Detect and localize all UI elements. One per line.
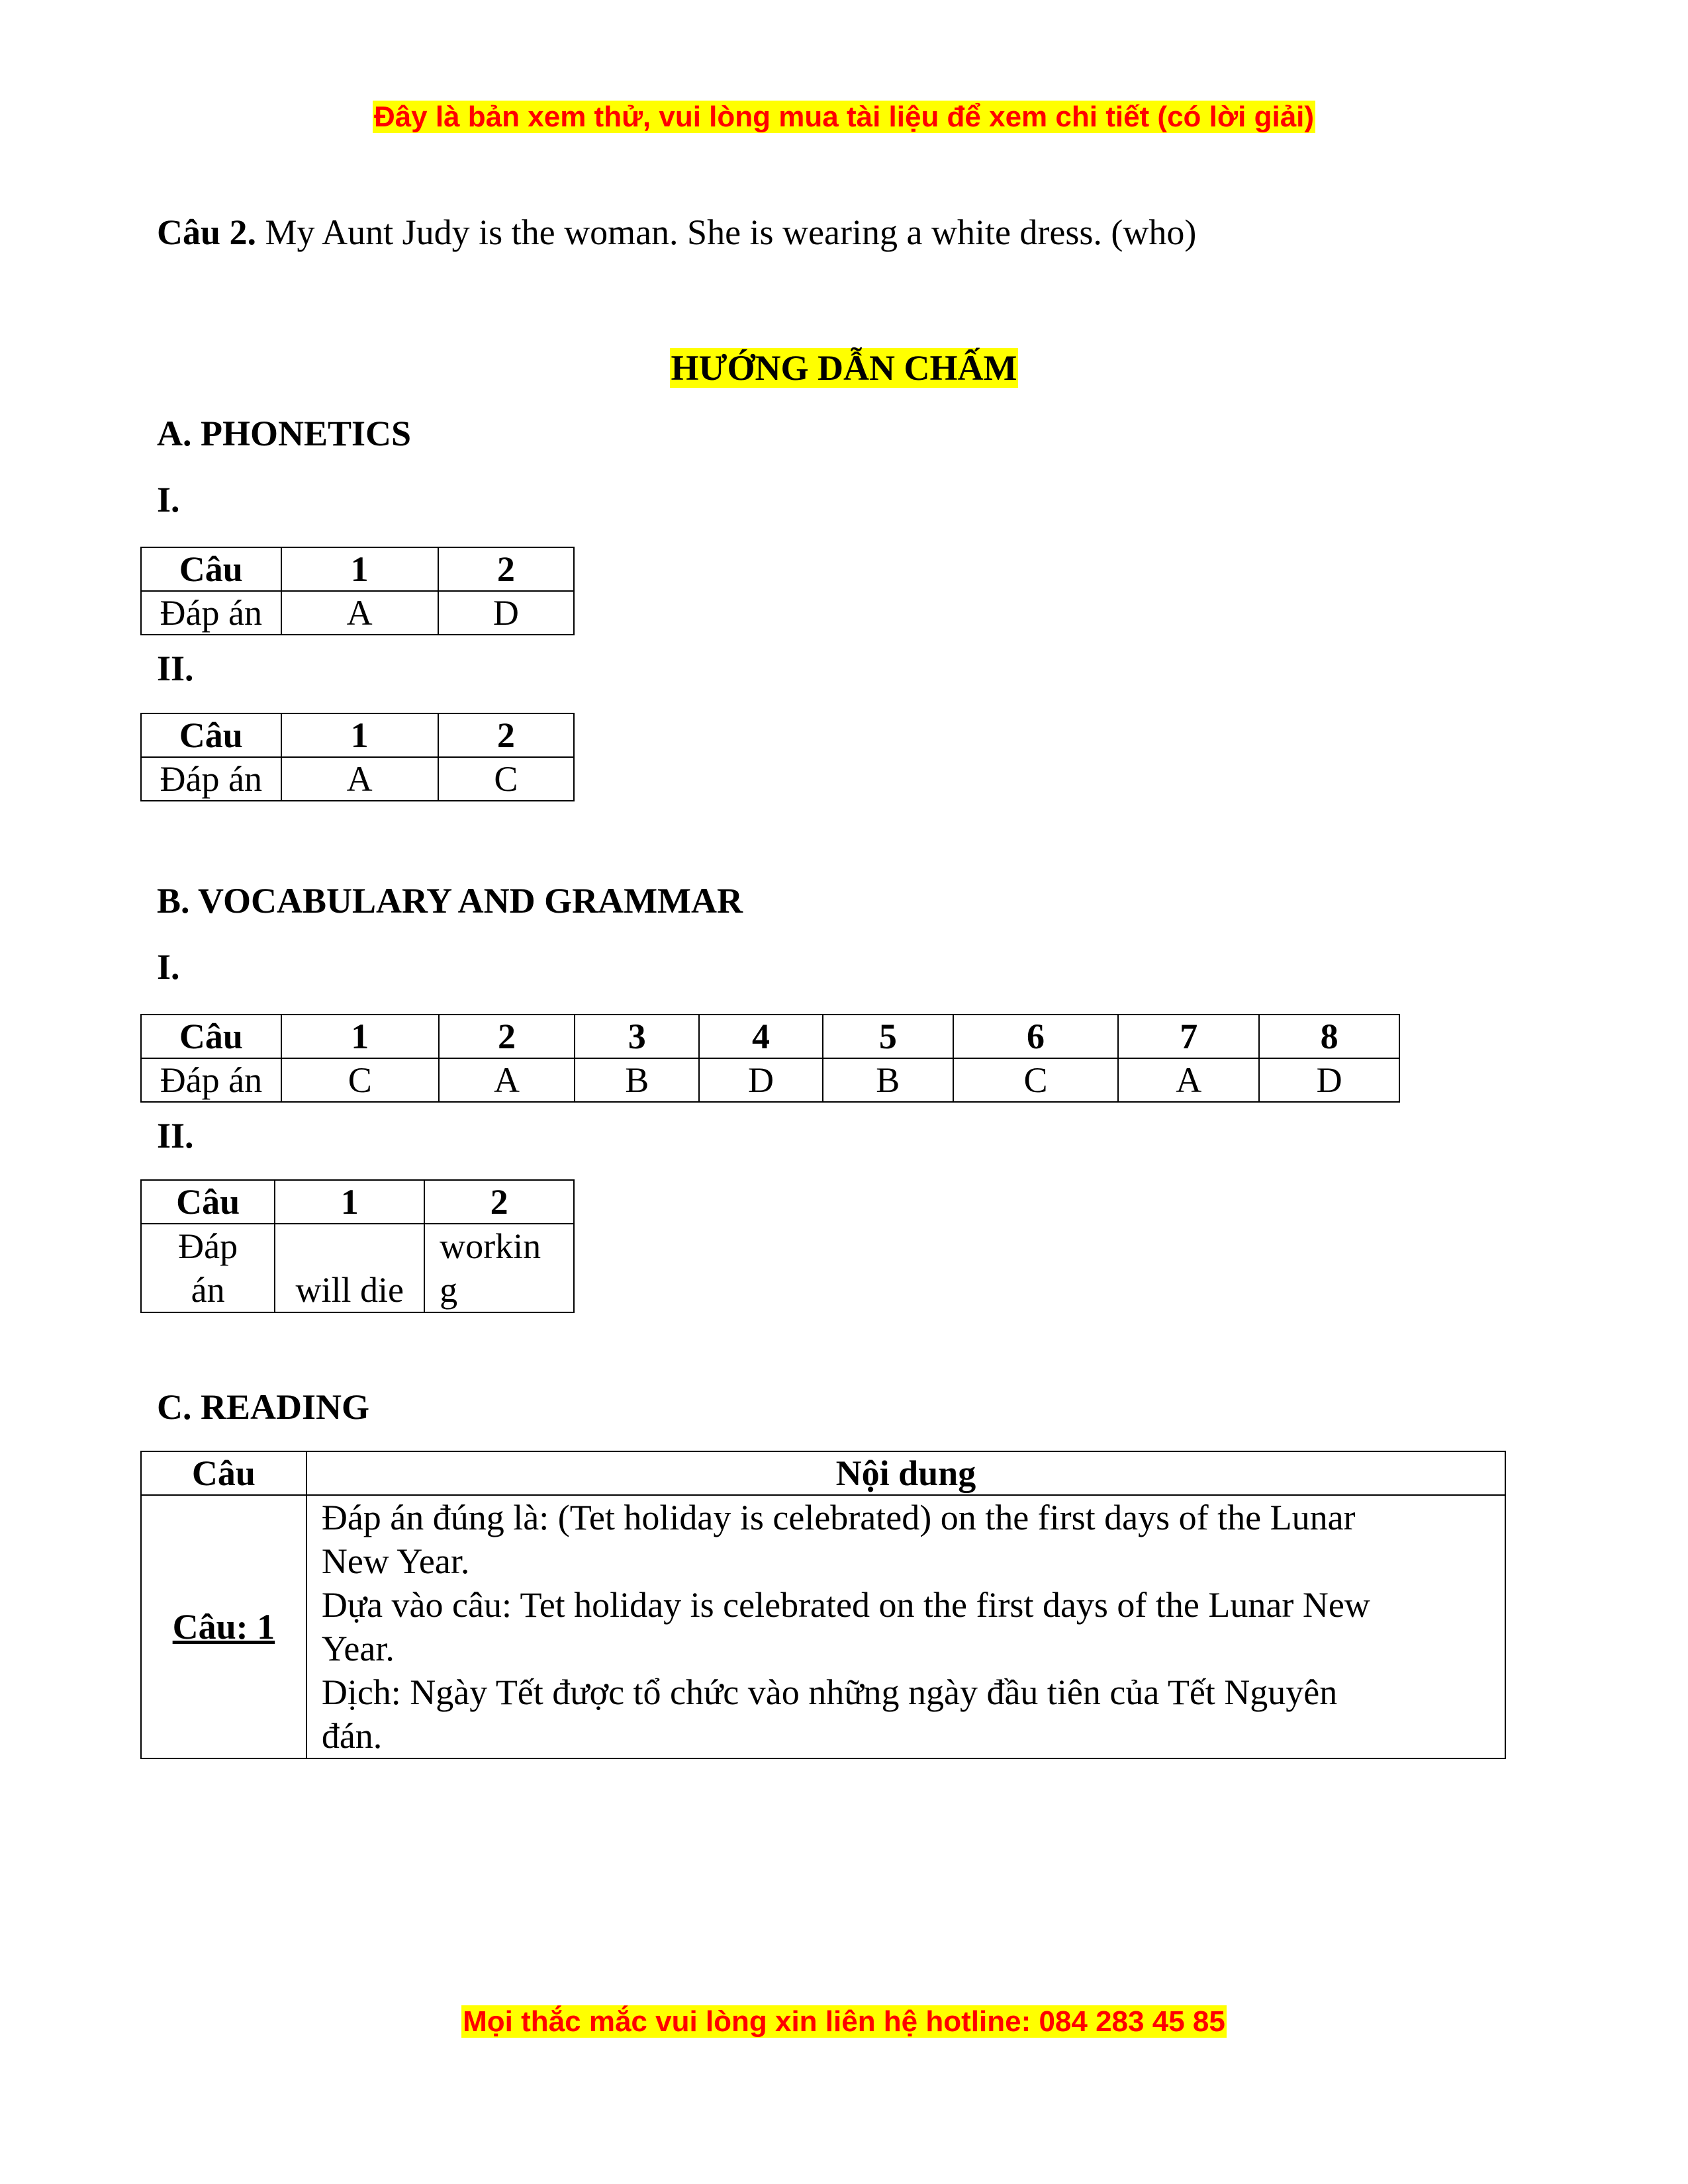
content-line: đán. (321, 1716, 383, 1756)
answer-cell: C (953, 1058, 1119, 1102)
answer-cell: B (823, 1058, 953, 1102)
table-row (141, 1058, 1399, 1102)
section-a-part1-label: I. (157, 480, 180, 520)
header-cell: Câu (141, 1180, 275, 1224)
answer-cell: A (281, 757, 438, 801)
section-b-part1-label: I. (157, 947, 180, 987)
answer-cell: C (281, 1058, 439, 1102)
row-label (141, 1224, 275, 1312)
row-label-line: án (191, 1270, 225, 1310)
header-cell: 3 (575, 1015, 699, 1058)
content-line: Đáp án đúng là: (Tet holiday is celebrated) on the first days of the Lunar (321, 1498, 1356, 1537)
table-row (141, 757, 574, 801)
header-cell: Câu (141, 1451, 306, 1495)
answer-line: g (440, 1270, 458, 1310)
table-row (141, 1224, 574, 1312)
header-cell: Câu (141, 713, 281, 757)
preview-notice: Đây là bản xem thử, vui lòng mua tài liệu để xem chi tiết (có lời giải) (373, 101, 1315, 133)
answer-key-title: HƯỚNG DẪN CHẤM (671, 348, 1017, 388)
header-cell: 7 (1118, 1015, 1259, 1058)
header-cell: Câu (141, 547, 281, 591)
table-header-row (141, 1015, 1399, 1058)
header-cell: 4 (699, 1015, 823, 1058)
row-label: Đáp án (141, 591, 281, 635)
header-cell: 8 (1259, 1015, 1399, 1058)
hotline-notice: Mọi thắc mắc vui lòng xin liên hệ hotline: 084 283 45 85 (463, 2005, 1225, 2038)
answer-cell: D (699, 1058, 823, 1102)
answer-cell: A (439, 1058, 575, 1102)
header-cell: 6 (953, 1015, 1119, 1058)
header-cell: 2 (439, 1015, 575, 1058)
header-cell: 5 (823, 1015, 953, 1058)
section-b-part2-label: II. (157, 1116, 194, 1156)
answer-line: workin (440, 1226, 541, 1266)
answer-cell: B (575, 1058, 699, 1102)
answer-cell: A (281, 591, 438, 635)
phonetics-1-table (140, 547, 575, 635)
header-cell: 2 (424, 1180, 574, 1224)
question-text: My Aunt Judy is the woman. She is wearing a white dress. (who) (256, 212, 1197, 252)
table-header-row (141, 713, 574, 757)
header-cell: Nội dung (306, 1451, 1505, 1495)
table-row (141, 591, 574, 635)
question-2 (157, 210, 1196, 254)
vocab-1-table (140, 1014, 1400, 1103)
table-header-row (141, 547, 574, 591)
row-label: Đáp án (141, 757, 281, 801)
phonetics-2-table (140, 713, 575, 801)
section-a-title: A. PHONETICS (157, 414, 412, 453)
section-c-title: C. READING (157, 1387, 370, 1427)
section-b-title: B. VOCABULARY AND GRAMMAR (157, 881, 743, 921)
header-cell: 1 (275, 1180, 424, 1224)
header-cell: 1 (281, 547, 438, 591)
section-a-part2-label: II. (157, 649, 194, 688)
header-cell: 1 (281, 1015, 439, 1058)
row-label: Đáp án (141, 1058, 281, 1102)
table-row (141, 1495, 1505, 1758)
content-line: New Year. (321, 1541, 470, 1581)
row-label-line: Đáp (178, 1226, 238, 1266)
question-label: Câu 2. (157, 212, 257, 252)
row-label: Câu: 1 (141, 1495, 306, 1758)
content-line: Dịch: Ngày Tết được tổ chức vào những ngày đầu tiên của Tết Nguyên (321, 1672, 1338, 1712)
table-header-row (141, 1451, 1505, 1495)
answer-cell: will die (275, 1224, 424, 1312)
header-cell: 2 (438, 713, 574, 757)
header-cell: 1 (281, 713, 438, 757)
answer-cell (424, 1224, 574, 1312)
vocab-2-table (140, 1179, 575, 1313)
content-line: Dựa vào câu: Tet holiday is celebrated on the first days of the Lunar New (321, 1585, 1370, 1625)
reading-content (306, 1495, 1505, 1758)
table-header-row (141, 1180, 574, 1224)
reading-table (140, 1451, 1506, 1759)
answer-cell: C (438, 757, 574, 801)
answer-cell: A (1118, 1058, 1259, 1102)
header-cell: Câu (141, 1015, 281, 1058)
content-line: Year. (321, 1629, 395, 1668)
header-cell: 2 (438, 547, 574, 591)
answer-cell: D (1259, 1058, 1399, 1102)
answer-cell: D (438, 591, 574, 635)
